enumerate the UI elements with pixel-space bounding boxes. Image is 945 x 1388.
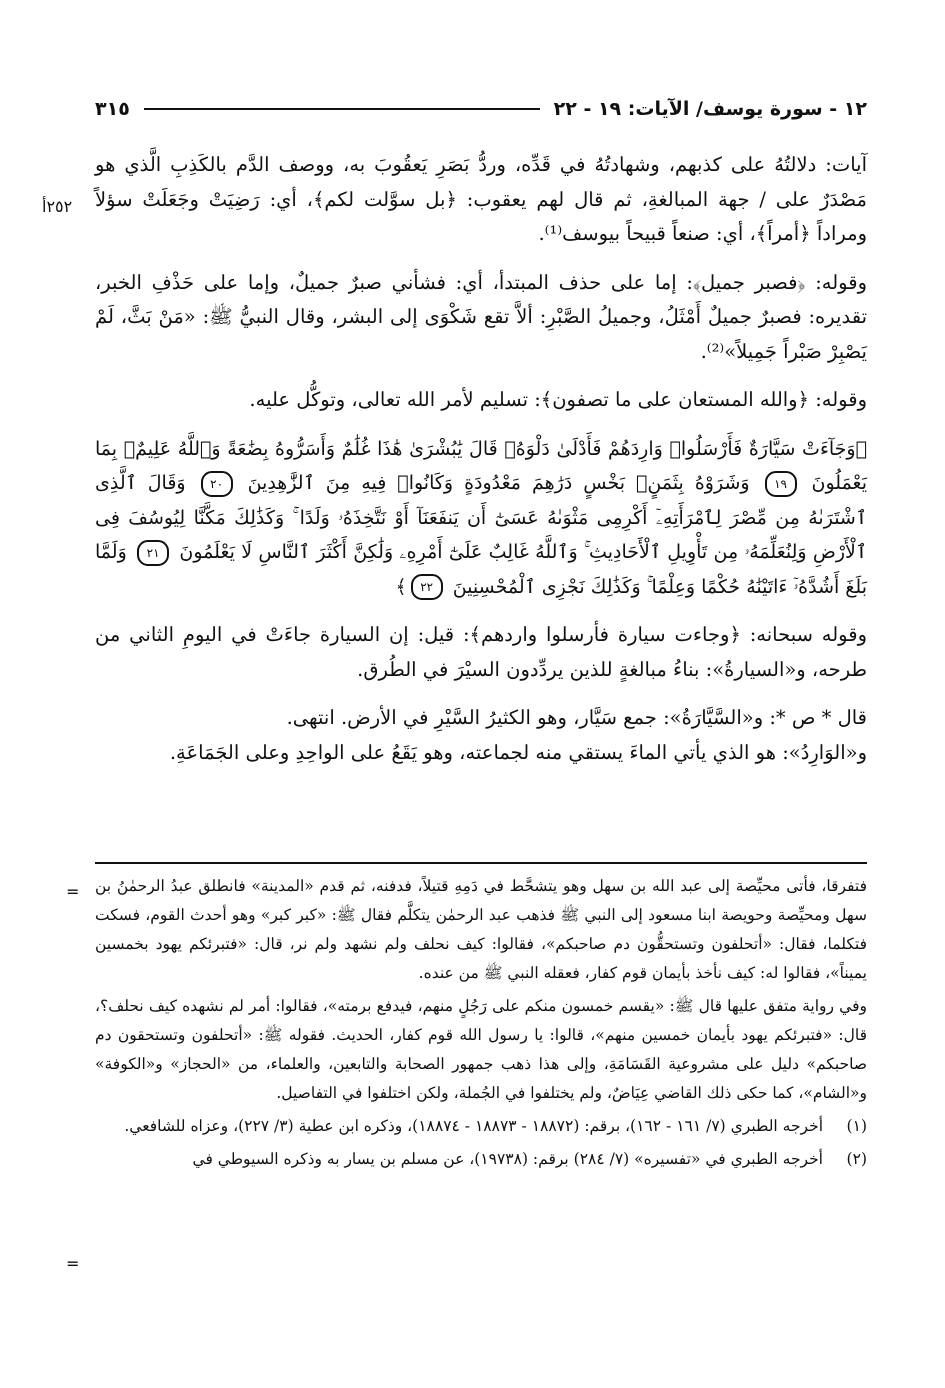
paragraph-5a: قال * ص *: و«السَّيَّارَةُ»: جمع سَيَّار، وهو الكثيرُ السَّيْرِ في الأرض. انتهى. [286,706,867,729]
ayah-number-19: ١٩ [765,471,797,497]
continuation-mark-top: = [66,882,80,901]
paragraph-2: وقوله: ﴿فصبر جميل﴾: إما على حذف المبتدأ، أي: فشأني صبرٌ جميلٌ، وإما على حَذْفِ الخبر، تقديره: فصبرٌ جميلٌ أَمْثَلُ، وجميلُ الصَّبْرِ: ألاَّ تقع شَكْوَى إلى البشر، وقال النبيُّ ﷺ: «مَنْ بَثَّ، لَمْ يَصْبِرْ صَبْراً جَمِيلاً»⁽²⁾. [95,270,867,363]
footnote-continued-part-2: وفي رواية متفق عليها قال ﷺ: «يقسم خمسون منكم على رَجُلٍ منهم، فيدفع برمته»، فقالوا: أمر لم نشهده كيف نحلف؟، قال: «فتبرئكم يهود بأيمان خمسين منهم»، قالوا: يا رسول الله قوم كفار، الحديث. فقوله ﷺ: «أتحلفون وتستحقون دم صاحبكم» دليل على مشروعية القَسَامَةِ، وإلى هذا ذهب جمهور الصحابة والتابعين، والعلماء، من «الحجاز» و«الكوفة» و«الشام»، كما حكى ذلك القاضي عِيَاضٌ، ولم يختلفوا في الجُملة، ولكن اختلفوا في التفاصيل. [95,997,867,1102]
verse-19-text: وَجَآءَتْ سَيَّارَةٌ فَأَرْسَلُوا۟ وَارِدَهُمْ فَأَدْلَىٰ دَلْوَهُۥ قَالَ يَٰبُشْرَىٰ هَٰذَا غُلَٰمٌ وَأَسَرُّوهُ بِضَٰعَةً وَٱللَّهُ عَلِيمٌۢ بِمَا يَعْمَلُونَ [95,437,868,494]
footnote-1-number: (١) [846,1117,867,1135]
ayah-number-20: ٢٠ [201,471,233,497]
quran-close-bracket: ﴾ [395,575,407,598]
page-number: ٣١٥ [95,98,130,120]
footnote-2-number: (٢) [846,1150,867,1168]
quran-open-bracket: ﴿ [855,437,867,460]
verse-20-text: وَشَرَوْهُ بِثَمَنٍۭ بَخْسٍ دَرَٰهِمَ مَعْدُودَةٍ وَكَانُوا۟ فِيهِ مِنَ ٱلزَّٰهِدِينَ [247,472,750,494]
footnote-1-text: أخرجه الطبري (٧/ ١٦١ - ١٦٢)، برقم: (١٨٨٧٢ - ١٨٨٧٣ - ١٨٨٧٤)، وذكره ابن عطية (٣/ ٢٢٧)، وعزاه للشافعي. [124,1117,823,1135]
ayah-number-21: ٢١ [137,540,169,566]
margin-folio-note: ٢٥٢أ [42,197,73,216]
footnote-continued-part-1: فتفرقا، فأتى محيِّصة إلى عبد الله بن سهل وهو يتشحَّط في دَمِهِ قتيلاً، فدفنه، ثم قدم «المدينة» فانطلق عبدُ الرحمٰنُ بن سهل ومحيِّصة وحويصة ابنا مسعود إلى النبي ﷺ فذهب عبد الرحمٰن يتكلَّم فقال ﷺ: «كبر كبر» وهو أحدث القوم، فسكت فتكلما، فقال: «أتحلفون وتستحقُّون دم صاحبكم»، فقالوا: كيف نحلف ولم نشهد ولم نر، قال: «فتبرئكم يهود بخمسين يميناً»، فقالوا له: كيف نأخذ بأيمان قوم كفار، فعقله النبي ﷺ من عنده. [95,877,867,982]
main-text [95,148,867,784]
verse-21-text: وَقَالَ ٱلَّذِى ٱشْتَرَىٰهُ مِن مِّصْرَ لِٱمْرَأَتِهِۦٓ أَكْرِمِى مَثْوَىٰهُ عَسَىٰٓ أَن يَنفَعَنَآ أَوْ نَتَّخِذَهُۥ وَلَدًا ۚ وَكَذَٰلِكَ مَكَّنَّا لِيُوسُفَ فِى ٱلْأَرْضِ وَلِنُعَلِّمَهُۥ مِن تَأْوِيلِ ٱلْأَحَادِيثِ ۚ وَٱللَّهُ غَالِبٌ عَلَىٰٓ أَمْرِهِۦ وَلَٰكِنَّ أَكْثَرَ ٱلنَّاسِ لَا يَعْلَمُونَ [95,472,868,563]
ayah-number-22: ٢٢ [411,574,443,600]
footnote-2-text: أخرجه الطبري في «تفسيره» (٧/ ٢٨٤) برقم: (١٩٧٣٨)، عن مسلم بن يسار به وذكره السيوطي في [192,1150,823,1168]
running-header [95,92,867,126]
verse-22-text: وَلَمَّا بَلَغَ أَشُدَّهُۥٓ ءَاتَيْنَٰهُ حُكْمًا وَعِلْمًا ۚ وَكَذَٰلِكَ نَجْزِى ٱلْمُحْسِنِينَ [95,541,867,598]
footnote-1 [95,1112,867,1141]
quran-verses [95,432,867,605]
paragraph-3: وقوله: ﴿والله المستعان على ما تصفون﴾: تسليم لأمر الله تعالى، وتوكُّل عليه. [249,388,867,411]
footnote-2 [95,1145,867,1174]
continuation-mark-bottom: = [66,1254,80,1273]
footnotes [95,872,867,1178]
chapter-title: ١٢ - سورة يوسف/ الآيات: ١٩ - ٢٢ [553,98,867,120]
header-rule [144,108,540,110]
paragraph-4: وقوله سبحانه: ﴿وجاءت سيارة فأرسلوا واردهم﴾: قيل: إن السيارة جاءَتْ في اليومِ الثاني من طرحه، و«السيارةُ»: بناءُ مبالغةٍ للذين يردِّدون السيْرَ في الطُرق. [95,623,867,681]
paragraph-5b: و«الوَارِدُ»: هو الذي يأتي الماءَ يستقي منه لجماعته، وهو يَقَعُ على الواحِدِ وعلى الجَمَاعَةِ. [169,740,867,764]
paragraph-1: آيات: دلالتُهُ على كذبهم، وشهادتُهُ في قَدِّه، وردُّ بَصَرِ يَعقُوبَ به، ووصف الدَّم بالكَذِبِ الَّذي هو مَصْدَرٌ على / جهة المبالغةِ، ثم قال لهم يعقوب: ﴿بل سوَّلت لكم﴾، أي: رَضِيَتْ وجَعَلَتْ سؤلاً ومراداً ﴿أمراً﴾، أي: صنعاً قبيحاً بيوسف⁽¹⁾. [95,153,867,245]
footnote-separator [95,862,867,864]
